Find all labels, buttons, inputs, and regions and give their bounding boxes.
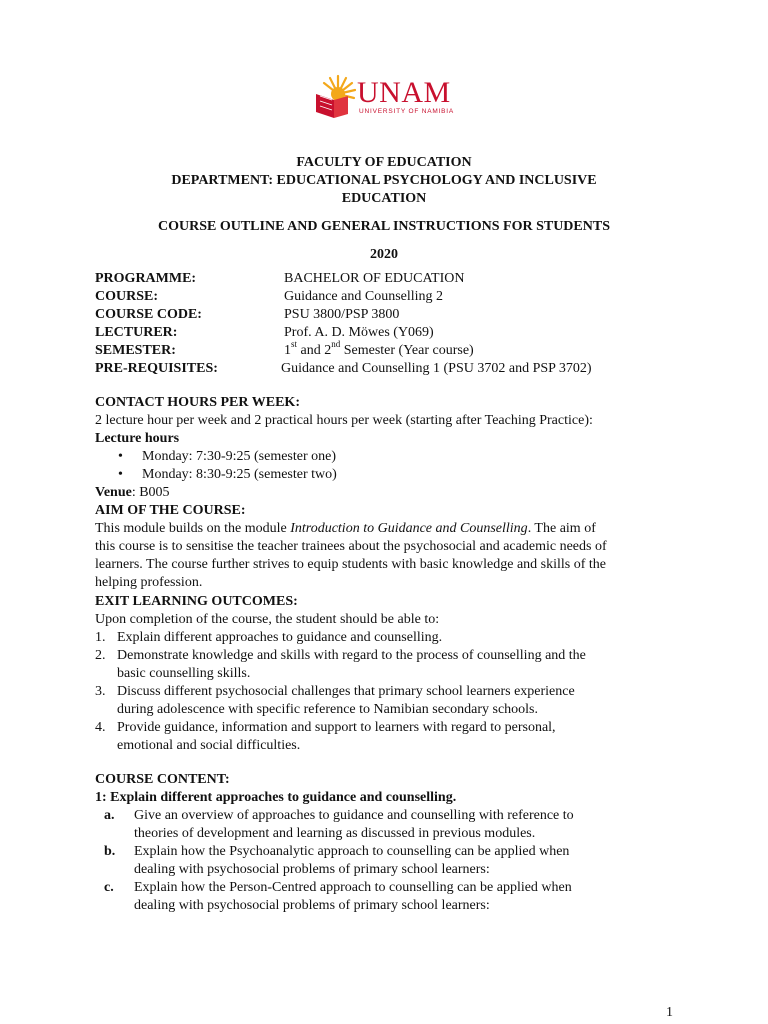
aim-heading: AIM OF THE COURSE: bbox=[95, 503, 246, 518]
course-row bbox=[95, 288, 695, 306]
semester-row bbox=[95, 339, 695, 360]
programme-value: BACHELOR OF EDUCATION bbox=[284, 271, 465, 286]
semester-value: 1st and 2nd Semester (Year course) bbox=[284, 339, 474, 358]
prerequisites-label: PRE-REQUISITES: bbox=[95, 361, 218, 376]
lecture-hours-label: Lecture hours bbox=[95, 431, 180, 446]
faculty-heading: FACULTY OF EDUCATION bbox=[296, 155, 472, 170]
bullet-icon: • bbox=[118, 467, 123, 482]
lecture-hours-bullet-1: • Monday: 7:30-9:25 (semester one) bbox=[118, 449, 337, 464]
year-heading: 2020 bbox=[370, 247, 398, 262]
course-content-heading: COURSE CONTENT: bbox=[95, 772, 230, 787]
course-value: Guidance and Counselling 2 bbox=[284, 289, 444, 304]
lecturer-row bbox=[95, 324, 695, 342]
programme-row bbox=[95, 270, 695, 288]
aim-line-4: helping profession. bbox=[95, 575, 203, 590]
department-heading-line1: DEPARTMENT: EDUCATIONAL PSYCHOLOGY AND INCLUSIVE bbox=[171, 173, 597, 188]
page-number: 1 bbox=[666, 1005, 673, 1020]
course-outline-title: COURSE OUTLINE AND GENERAL INSTRUCTIONS FOR STUDENTS bbox=[158, 219, 610, 234]
logo-subtitle: UNIVERSITY OF NAMIBIA bbox=[359, 108, 455, 115]
course-code-label: COURSE CODE: bbox=[95, 307, 202, 322]
venue-line: Venue: B005 bbox=[95, 485, 170, 500]
unam-logo bbox=[312, 74, 462, 122]
contact-hours-heading: CONTACT HOURS PER WEEK: bbox=[95, 395, 300, 410]
course-code-value: PSU 3800/PSP 3800 bbox=[284, 307, 400, 322]
department-heading-line2: EDUCATION bbox=[341, 191, 427, 206]
aim-line-3: learners. The course further strives to equip students with basic knowledge and skills of the bbox=[95, 557, 607, 572]
bullet-icon: • bbox=[118, 449, 123, 464]
lecture-hours-bullet-2: • Monday: 8:30-9:25 (semester two) bbox=[118, 467, 337, 482]
unit-1-heading: 1: Explain different approaches to guidance and counselling. bbox=[95, 790, 457, 805]
contact-hours-text: 2 lecture hour per week and 2 practical hours per week (starting after Teaching Practice): bbox=[95, 413, 593, 428]
aim-line-1: This module builds on the module Introduction to Guidance and Counselling. The aim of bbox=[95, 521, 596, 536]
prerequisites-value: Guidance and Counselling 1 (PSU 3702 and PSP 3702) bbox=[281, 361, 592, 376]
programme-label: PROGRAMME: bbox=[95, 271, 197, 286]
sunburst-book-icon bbox=[312, 74, 356, 118]
prerequisites-row bbox=[95, 360, 695, 378]
semester-label: SEMESTER: bbox=[95, 343, 176, 358]
logo-wordmark: UNAM bbox=[357, 76, 451, 109]
aim-line-2: this course is to sensitise the teacher trainees about the psychosocial and academic needs of bbox=[95, 539, 607, 554]
lecturer-label: LECTURER: bbox=[95, 325, 178, 340]
outcomes-intro: Upon completion of the course, the student should be able to: bbox=[95, 612, 440, 627]
course-label: COURSE: bbox=[95, 289, 159, 304]
outcomes-heading: EXIT LEARNING OUTCOMES: bbox=[95, 594, 298, 609]
course-code-row bbox=[95, 306, 695, 324]
lecturer-value: Prof. A. D. Möwes (Y069) bbox=[284, 325, 434, 340]
